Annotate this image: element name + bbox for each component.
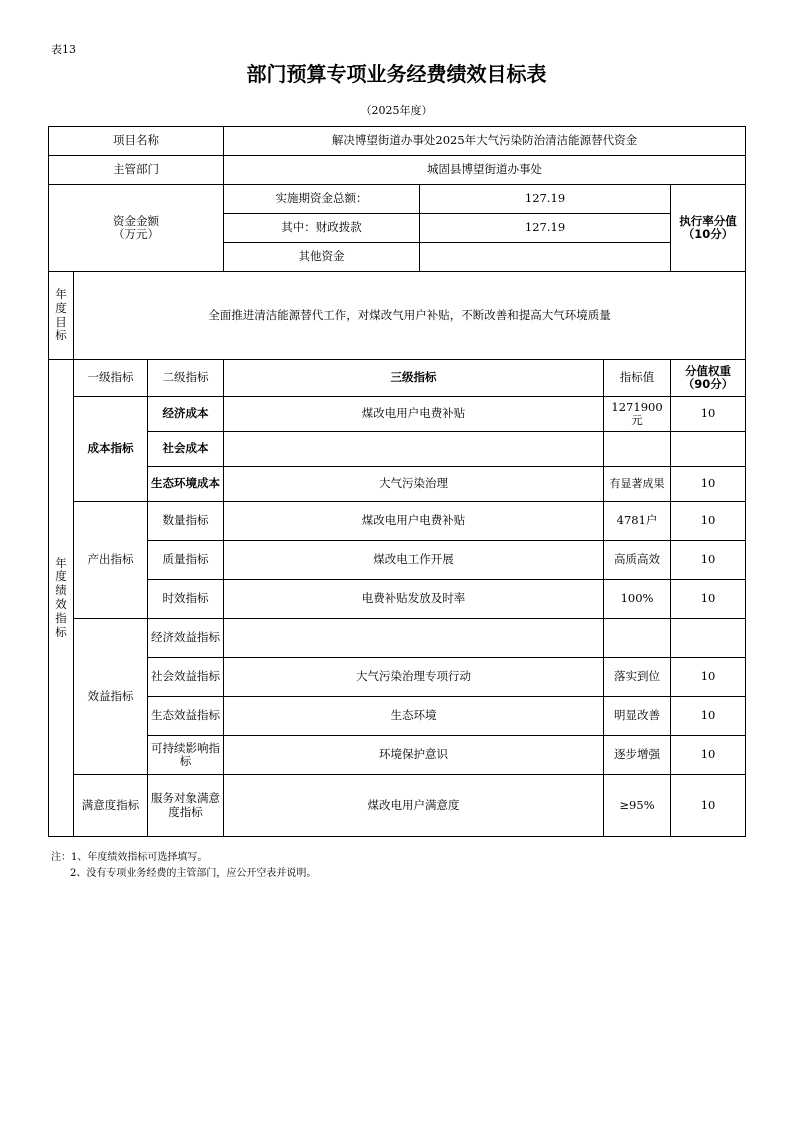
table-row	[49, 580, 746, 619]
execution-rate-line1: 执行率分值	[679, 213, 737, 228]
level3-cell	[224, 432, 604, 467]
level3-cell	[224, 619, 604, 658]
level3-cell: 煤改电用户电费补贴	[224, 397, 604, 432]
weight-cell	[671, 619, 746, 658]
footnote-1: 注：1、年度绩效指标可选择填写。	[51, 852, 208, 863]
department-label: 主管部门	[49, 156, 224, 185]
weight-cell: 10	[671, 397, 746, 432]
level2-cell: 服务对象满意度指标	[148, 775, 224, 837]
table-row	[49, 541, 746, 580]
level3-cell: 电费补贴发放及时率	[224, 580, 604, 619]
footnote-2: 2、没有专项业务经费的主管部门，应公开空表并说明。	[70, 868, 317, 879]
execution-rate-score	[671, 185, 746, 272]
funds-label	[49, 185, 224, 272]
weight-cell	[671, 432, 746, 467]
total-funds-value: 127.19	[420, 185, 671, 214]
table-number: 表13	[51, 43, 76, 56]
footnotes	[51, 850, 316, 882]
header-level3: 三级指标	[224, 360, 604, 397]
level3-cell: 煤改电用户满意度	[224, 775, 604, 837]
project-name-label: 项目名称	[49, 127, 224, 156]
total-funds-label: 实施期资金总额：	[224, 185, 420, 214]
header-level1: 一级指标	[74, 360, 148, 397]
weight-cell: 10	[671, 736, 746, 775]
level3-cell: 煤改电用户电费补贴	[224, 502, 604, 541]
level3-cell: 生态环境	[224, 697, 604, 736]
table-row	[49, 502, 746, 541]
level2-cell: 数量指标	[148, 502, 224, 541]
fiscal-year: （2025年度）	[360, 104, 433, 117]
level2-cell: 经济效益指标	[148, 619, 224, 658]
weight-cell: 10	[671, 658, 746, 697]
other-funds-label: 其他资金	[224, 243, 420, 272]
funds-label-line1: 资金金额	[113, 213, 160, 228]
department-value: 城固县博望街道办事处	[224, 156, 746, 185]
table-row	[49, 697, 746, 736]
fiscal-allocation-label: 其中：财政拨款	[224, 214, 420, 243]
annual-goal-value: 全面推进清洁能源替代工作，对煤改气用户补贴，不断改善和提高大气环境质量	[74, 272, 746, 360]
level2-cell: 生态环境成本	[148, 467, 224, 502]
value-cell: 落实到位	[604, 658, 671, 697]
weight-cell: 10	[671, 775, 746, 837]
funds-label-line2: （万元）	[113, 227, 160, 241]
cost-indicator-label: 成本指标	[74, 397, 148, 502]
level2-cell: 质量指标	[148, 541, 224, 580]
satisfaction-indicator-label: 满意度指标	[74, 775, 148, 837]
fiscal-allocation-value: 127.19	[420, 214, 671, 243]
table-row	[49, 658, 746, 697]
level3-cell: 大气污染治理专项行动	[224, 658, 604, 697]
weight-cell: 10	[671, 580, 746, 619]
weight-cell: 10	[671, 502, 746, 541]
output-indicator-label: 产出指标	[74, 502, 148, 619]
header-weight: 分值权重 （90分）	[671, 360, 746, 397]
level2-cell: 生态效益指标	[148, 697, 224, 736]
level3-cell: 煤改电工作开展	[224, 541, 604, 580]
value-cell: 高质高效	[604, 541, 671, 580]
level2-cell: 可持续影响指标	[148, 736, 224, 775]
value-cell: ≥95%	[604, 775, 671, 837]
level2-cell: 社会成本	[148, 432, 224, 467]
level2-cell: 经济成本	[148, 397, 224, 432]
value-cell: 4781户	[604, 502, 671, 541]
other-funds-value	[420, 243, 671, 272]
value-cell: 1271900元	[604, 397, 671, 432]
level2-cell: 时效指标	[148, 580, 224, 619]
level2-cell: 社会效益指标	[148, 658, 224, 697]
level3-cell: 环境保护意识	[224, 736, 604, 775]
performance-target-table	[48, 126, 746, 837]
page-title: 部门预算专项业务经费绩效目标表	[246, 62, 547, 86]
table-row	[49, 467, 746, 502]
value-cell: 明显改善	[604, 697, 671, 736]
value-cell: 逐步增强	[604, 736, 671, 775]
table-row	[49, 736, 746, 775]
benefit-indicator-label: 效益指标	[74, 619, 148, 775]
value-cell	[604, 619, 671, 658]
table-row	[49, 397, 746, 432]
annual-goal-label: 年度目标	[49, 272, 74, 360]
value-cell: 有显著成果	[604, 467, 671, 502]
table-row	[49, 619, 746, 658]
annual-indicators-label: 年度绩效指标	[49, 360, 74, 837]
value-cell	[604, 432, 671, 467]
header-level2: 二级指标	[148, 360, 224, 397]
weight-cell: 10	[671, 541, 746, 580]
weight-cell: 10	[671, 467, 746, 502]
value-cell: 100%	[604, 580, 671, 619]
project-name-value: 解决博望街道办事处2025年大气污染防治清洁能源替代资金	[224, 127, 746, 156]
level3-cell: 大气污染治理	[224, 467, 604, 502]
table-row	[49, 775, 746, 837]
execution-rate-line2: （10分）	[682, 227, 734, 241]
table-row	[49, 432, 746, 467]
header-value: 指标值	[604, 360, 671, 397]
weight-cell: 10	[671, 697, 746, 736]
